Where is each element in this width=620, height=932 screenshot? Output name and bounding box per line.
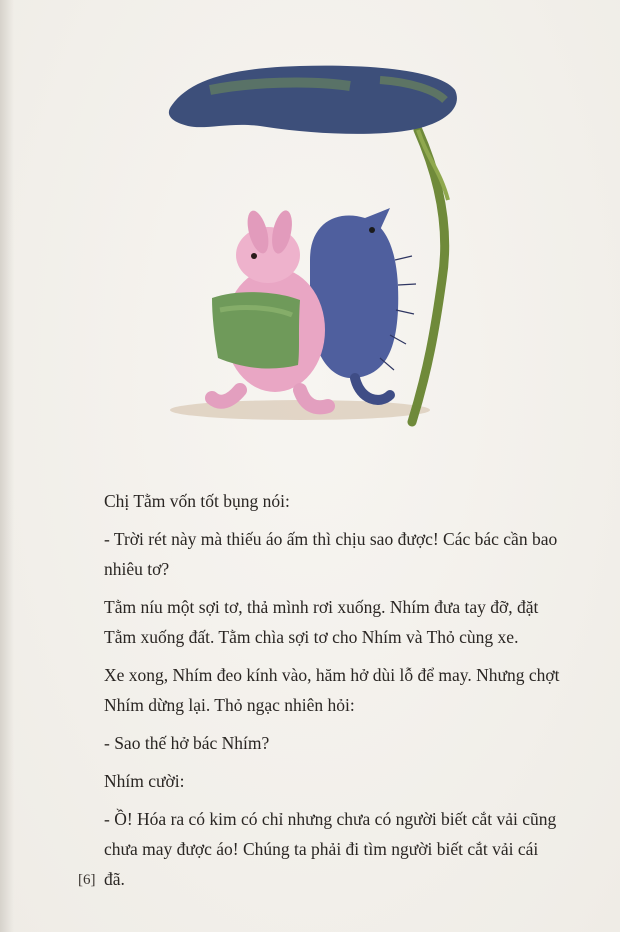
- green-bag: [212, 292, 300, 368]
- hedgehog-character: [310, 208, 416, 400]
- paragraph: - Ồ! Hóa ra có kim có chỉ nhưng chưa có người biết cắt vải cũng chưa may được áo! Chúng ta phải đi tìm người biết cắt vải cái đã.: [104, 809, 557, 889]
- page-number: [6]: [78, 872, 96, 888]
- leaf-stem-branch: [418, 130, 448, 200]
- leaf-umbrella: [169, 66, 457, 134]
- paragraph: - Sao thế hở bác Nhím?: [104, 733, 270, 753]
- page-binding-shadow: [0, 0, 14, 932]
- paragraph: Tằm níu một sợi tơ, thả mình rơi xuống. Nhím đưa tay đỡ, đặt Tằm xuống đất. Tằm chìa sợi tơ cho Nhím và Thỏ cùng xe.: [104, 597, 539, 647]
- paragraph: Nhím cười:: [104, 771, 185, 791]
- paragraph: Xe xong, Nhím đeo kính vào, hăm hở dùi lỗ để may. Nhưng chợt Nhím dừng lại. Thỏ ngạc nhiên hỏi:: [104, 665, 560, 715]
- illustration-rabbit-hedgehog-under-leaf: [150, 60, 470, 445]
- paragraph: Chị Tằm vốn tốt bụng nói:: [104, 491, 290, 511]
- story-text: [104, 486, 562, 902]
- paragraph: - Trời rét này mà thiếu áo ấm thì chịu sao được! Các bác cần bao nhiêu tơ?: [104, 529, 558, 579]
